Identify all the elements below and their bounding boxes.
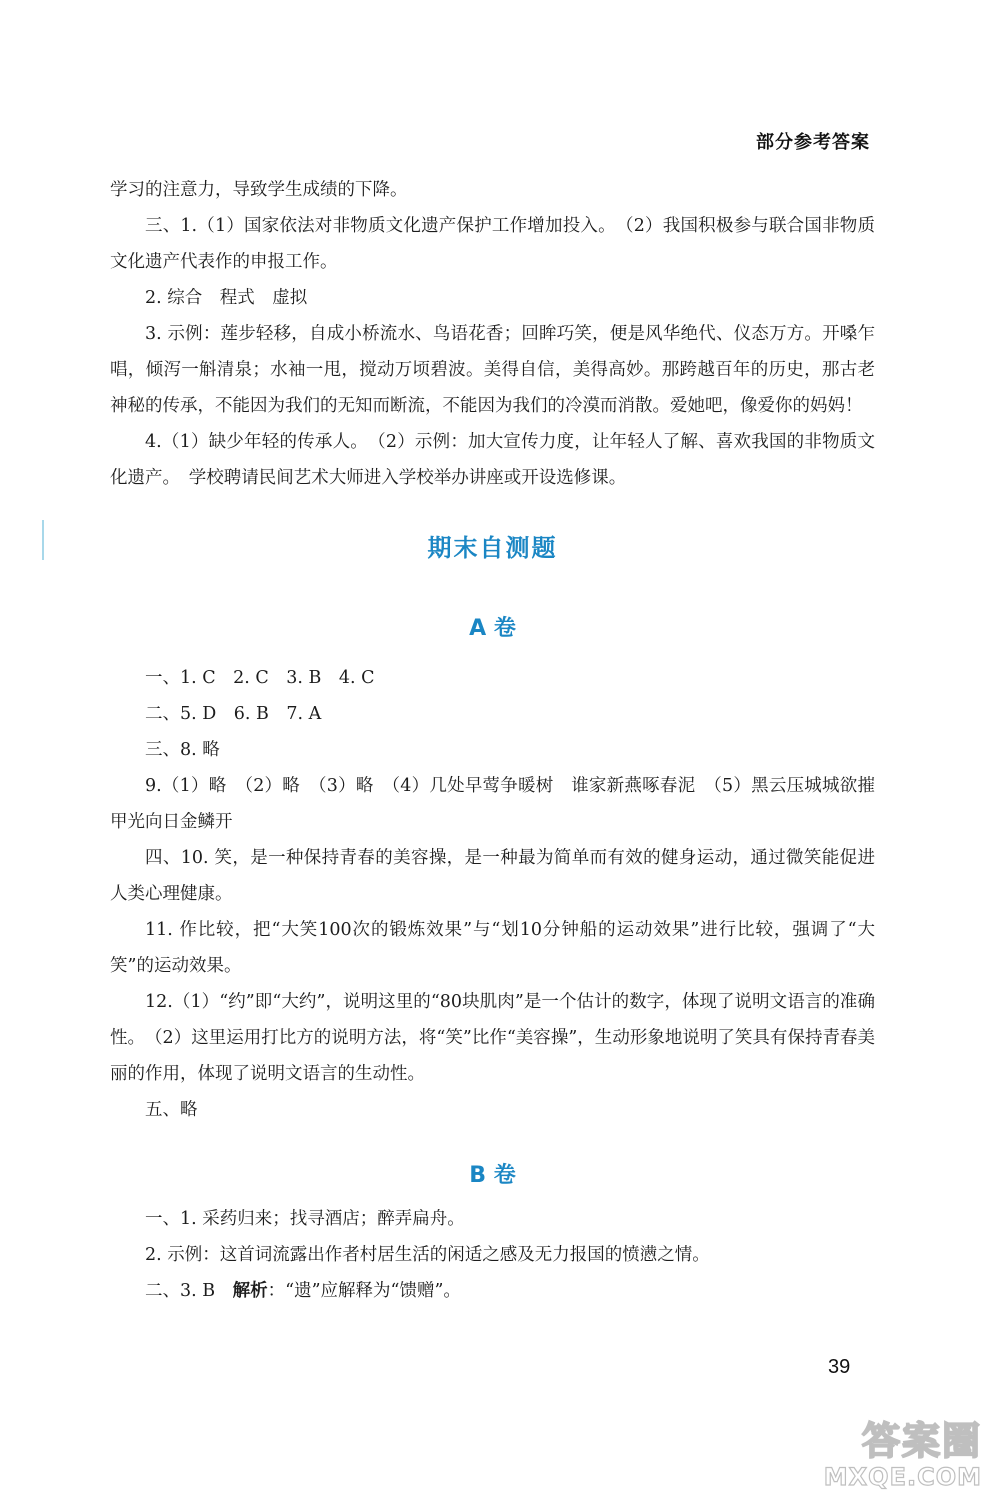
paragraph-a-1: 一、1. C 2. C 3. B 4. C — [145, 668, 375, 688]
paragraph-a-4: 9.（1）略 （2）略 （3）略 （4）几处早莺争暖树 谁家新燕啄春泥 （5）黑云压城城欲摧 甲光向日金鳞开 — [110, 776, 893, 832]
volume-a-title: A 卷 — [469, 616, 516, 641]
analysis-text: ：“遗”应解释为“馈赠”。 — [267, 1281, 461, 1301]
watermark-bottom: MXQE.COM — [823, 1463, 982, 1491]
paragraph-answer-3-4: 4.（1）缺少年轻的传承人。 （2）示例：加大宣传力度，让年轻人了解、喜欢我国的非物质文化遗产。 学校聘请民间艺术大师进入学校举办讲座或开设选修课。 — [110, 432, 875, 488]
volume-b-title: B 卷 — [469, 1163, 516, 1188]
margin-mark — [42, 520, 44, 560]
paragraph-b-1: 一、1. 采药归来；找寻酒店；醉弄扁舟。 — [145, 1209, 465, 1229]
paragraph-answer-3-1: 三、1.（1）国家依法对非物质文化遗产保护工作增加投入。 （2）我国积极参与联合国非物质文化遗产代表作的申报工作。 — [110, 216, 875, 272]
paragraph-a-2: 二、5. D 6. B 7. A — [145, 704, 322, 724]
header-label: 部分参考答案 — [756, 132, 870, 153]
paragraph-a-5: 四、10. 笑，是一种保持青春的美容操，是一种最为简单而有效的健身运动，通过微笑能促进人类心理健康。 — [110, 848, 875, 904]
paragraph-answer-3-3: 3. 示例：莲步轻移，自成小桥流水、鸟语花香；回眸巧笑，便是风华绝代、仪态万方。开嗓乍唱，倾泻一斛清泉；水袖一甩，搅动万顷碧波。美得自信，美得高妙。那跨越百年的历史，那古老神秘的传承，不能因为我们的无知而断流，不能因为我们的冷漠而消散。爱她吧，像爱你的妈妈！ — [110, 324, 875, 416]
paragraph-b-3 — [110, 1273, 875, 1309]
answer-prefix: 二、3. B — [145, 1281, 233, 1301]
watermark-logo — [782, 1419, 982, 1497]
paragraph-a-6: 11. 作比较，把“大笑100次的锻炼效果”与“划10分钟船的运动效果”进行比较，强调了“大笑”的运动效果。 — [110, 920, 875, 976]
document-body — [110, 172, 893, 1309]
paragraph-answer-3-2: 2. 综合 程式 虚拟 — [145, 288, 308, 308]
analysis-label: 解析 — [232, 1281, 268, 1301]
section-title: 期末自测题 — [427, 534, 558, 562]
paragraph-a-8: 五、略 — [145, 1100, 198, 1120]
page-number: 39 — [828, 1356, 851, 1378]
paragraph-a-3: 三、8. 略 — [145, 740, 220, 760]
paragraph-continuation: 学习的注意力，导致学生成绩的下降。 — [110, 180, 408, 200]
watermark-top: 答案圈 — [861, 1419, 982, 1463]
paragraph-b-2: 2. 示例：这首词流露出作者村居生活的闲适之感及无力报国的愤懑之情。 — [145, 1245, 710, 1265]
paragraph-a-7: 12.（1）“约”即“大约”，说明这里的“80块肌肉”是一个估计的数字，体现了说明文语言的准确性。 （2）这里运用打比方的说明方法，将“笑”比作“美容操”，生动形象地说明了笑具有保持青春美丽的作用，体现了说明文语言的生动性。 — [110, 992, 875, 1084]
